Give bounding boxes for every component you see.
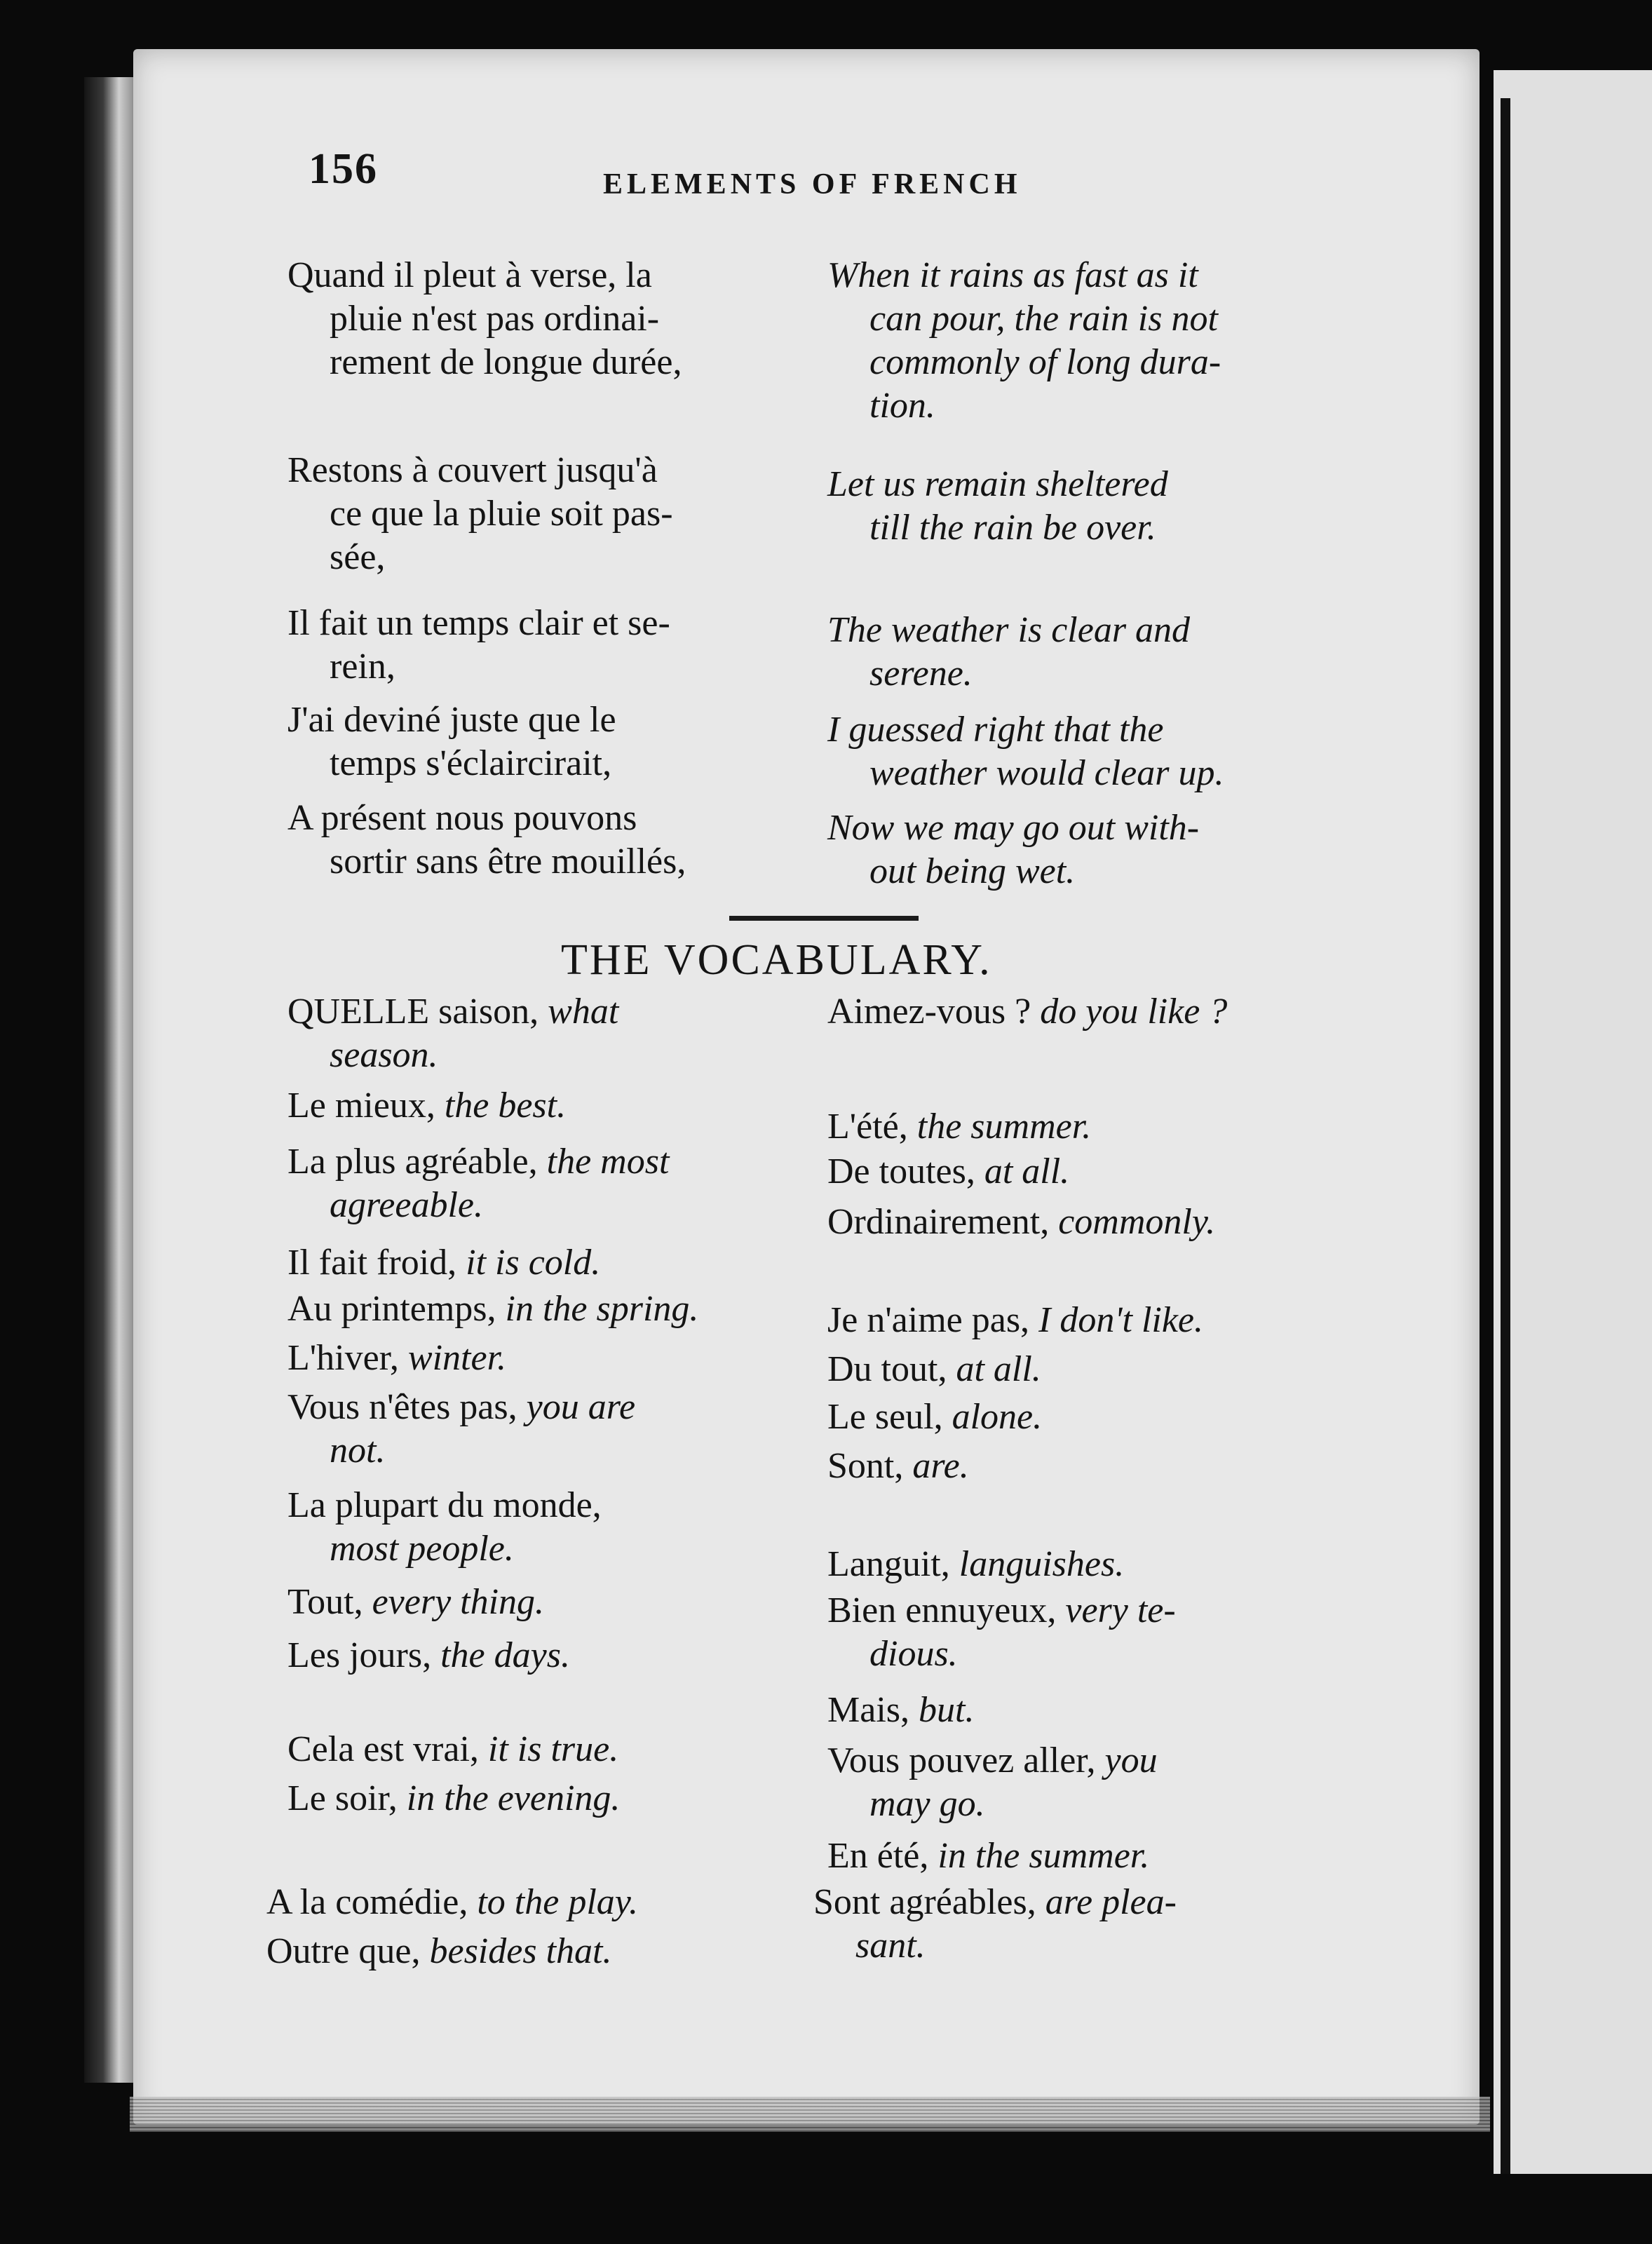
vocab-left-11 bbox=[287, 1728, 618, 1771]
vocab-fr: Les jours, bbox=[287, 1635, 432, 1675]
vocab-right-1 bbox=[827, 990, 1227, 1034]
vocab-left-2 bbox=[287, 1084, 566, 1128]
vocab-fr: L'hiver, bbox=[287, 1338, 399, 1378]
vocab-fr: Cela est vrai, bbox=[287, 1729, 479, 1769]
vocab-en: in the summer. bbox=[937, 1836, 1150, 1876]
vocab-right-9 bbox=[827, 1543, 1124, 1586]
vocab-en: you are bbox=[526, 1387, 636, 1427]
dialogue-en-4 bbox=[827, 708, 1388, 795]
vocab-fr: Le seul, bbox=[827, 1397, 943, 1437]
vocab-fr: QUELLE saison, bbox=[287, 992, 539, 1032]
dialogue-line: rein, bbox=[330, 647, 395, 687]
vocab-left-9 bbox=[287, 1581, 544, 1624]
dialogue-line: Quand il pleut à verse, la bbox=[287, 255, 652, 295]
dialogue-line: J'ai deviné juste que le bbox=[287, 700, 616, 740]
vocab-right-4 bbox=[827, 1201, 1215, 1244]
vocab-en: every thing. bbox=[372, 1582, 545, 1622]
vocab-fr: Le soir, bbox=[287, 1778, 398, 1818]
page-number: 156 bbox=[309, 145, 378, 193]
dialogue-line: serene. bbox=[869, 654, 973, 694]
section-divider bbox=[729, 916, 919, 921]
vocab-right-2 bbox=[827, 1105, 1091, 1149]
dialogue-line: I guessed right that the bbox=[827, 710, 1164, 750]
vocab-right-6 bbox=[827, 1348, 1041, 1391]
vocab-left-13 bbox=[266, 1881, 638, 1924]
dialogue-line: commonly of long dura- bbox=[869, 342, 1221, 382]
dialogue-line: weather would clear up. bbox=[869, 753, 1224, 793]
vocab-en: do you like ? bbox=[1040, 992, 1228, 1032]
dialogue-line: sortir sans être mouillés, bbox=[330, 842, 686, 881]
dialogue-line: can pour, the rain is not bbox=[869, 299, 1218, 339]
vocab-fr: Outre que, bbox=[266, 1931, 421, 1971]
vocab-en: what bbox=[548, 992, 619, 1032]
vocab-en: the summer. bbox=[916, 1107, 1092, 1147]
vocab-en: at all. bbox=[984, 1151, 1070, 1191]
vocab-fr: Vous pouvez aller, bbox=[827, 1741, 1096, 1780]
vocab-fr: Vous n'êtes pas, bbox=[287, 1387, 517, 1427]
vocab-en: are plea- bbox=[1045, 1882, 1177, 1922]
vocab-en: languishes. bbox=[959, 1544, 1125, 1584]
vocab-fr: Je n'aime pas, bbox=[827, 1300, 1030, 1340]
vocab-fr: Sont agréables, bbox=[813, 1882, 1036, 1922]
vocab-en: at all. bbox=[956, 1349, 1041, 1389]
vocab-fr: Du tout, bbox=[827, 1349, 947, 1389]
dialogue-line: Il fait un temps clair et se- bbox=[287, 603, 670, 643]
dialogue-fr-3 bbox=[287, 602, 820, 689]
vocab-en: alone. bbox=[952, 1397, 1043, 1437]
dialogue-line: rement de longue durée, bbox=[330, 342, 682, 382]
dialogue-fr-5 bbox=[287, 797, 820, 884]
vocab-en: it is cold. bbox=[466, 1243, 601, 1283]
vocab-right-14 bbox=[813, 1881, 1177, 1968]
vocab-fr: Au printemps, bbox=[287, 1289, 496, 1329]
running-title: ELEMENTS OF FRENCH bbox=[603, 168, 1022, 201]
dialogue-line: temps s'éclaircirait, bbox=[330, 743, 612, 783]
vocab-fr: La plus agréable, bbox=[287, 1142, 538, 1182]
vocab-en: commonly. bbox=[1058, 1202, 1216, 1242]
dialogue-line: When it rains as fast as it bbox=[827, 255, 1198, 295]
dialogue-line: ce que la pluie soit pas- bbox=[330, 494, 673, 534]
vocab-en: you bbox=[1104, 1741, 1158, 1780]
vocab-en: the most bbox=[546, 1142, 670, 1182]
dialogue-en-5 bbox=[827, 806, 1388, 893]
dialogue-line: The weather is clear and bbox=[827, 610, 1191, 650]
dialogue-line: till the rain be over. bbox=[869, 508, 1156, 548]
vocab-right-7 bbox=[827, 1395, 1042, 1439]
facing-page-edge bbox=[1494, 70, 1652, 2174]
dialogue-line: Let us remain sheltered bbox=[827, 464, 1168, 504]
vocab-right-10 bbox=[827, 1589, 1176, 1676]
vocab-en: besides that. bbox=[429, 1931, 612, 1971]
vocab-right-8 bbox=[827, 1445, 969, 1488]
dialogue-fr-2 bbox=[287, 449, 820, 579]
vocab-en-cont: dious. bbox=[869, 1634, 958, 1674]
dialogue-line: tion. bbox=[869, 386, 935, 426]
vocab-fr: Il fait froid, bbox=[287, 1243, 457, 1283]
vocab-fr: La plupart du monde, bbox=[287, 1485, 602, 1525]
vocabulary-title: THE VOCABULARY. bbox=[561, 936, 992, 984]
vocab-right-3 bbox=[827, 1150, 1069, 1194]
vocab-en: in the evening. bbox=[406, 1778, 621, 1818]
page-edge-stack bbox=[130, 2097, 1490, 2132]
vocab-fr: L'été, bbox=[827, 1107, 908, 1147]
vocab-en: the best. bbox=[444, 1086, 567, 1126]
vocab-left-8 bbox=[287, 1484, 602, 1571]
vocab-left-7 bbox=[287, 1386, 635, 1473]
vocab-fr: Mais, bbox=[827, 1690, 909, 1730]
vocab-left-4 bbox=[287, 1241, 600, 1285]
vocab-fr: Bien ennuyeux, bbox=[827, 1590, 1057, 1630]
vocab-left-10 bbox=[287, 1634, 570, 1677]
vocab-en: it is true. bbox=[487, 1729, 619, 1769]
vocab-en: very te- bbox=[1065, 1590, 1176, 1630]
vocab-en: the days. bbox=[440, 1635, 570, 1675]
vocab-left-3 bbox=[287, 1140, 669, 1227]
dialogue-line: pluie n'est pas ordinai- bbox=[330, 299, 660, 339]
vocab-fr: Tout, bbox=[287, 1582, 363, 1622]
dialogue-line: sée, bbox=[330, 537, 386, 577]
vocab-left-6 bbox=[287, 1337, 506, 1380]
vocab-en: to the play. bbox=[477, 1882, 638, 1922]
dialogue-line: Restons à couvert jusqu'à bbox=[287, 450, 658, 490]
vocab-right-11 bbox=[827, 1689, 974, 1732]
dialogue-line: Now we may go out with- bbox=[827, 808, 1200, 848]
vocab-left-5 bbox=[287, 1287, 698, 1331]
vocab-left-1 bbox=[287, 990, 618, 1077]
facing-page-rule bbox=[1501, 98, 1510, 2174]
vocab-fr: Aimez-vous ? bbox=[827, 992, 1031, 1032]
dialogue-fr-4 bbox=[287, 698, 820, 785]
vocab-en: in the spring. bbox=[505, 1289, 699, 1329]
vocab-fr: Le mieux, bbox=[287, 1086, 435, 1126]
dialogue-line: A présent nous pouvons bbox=[287, 798, 637, 838]
vocab-fr: A la comédie, bbox=[266, 1882, 468, 1922]
vocab-en-cont: not. bbox=[330, 1431, 386, 1471]
vocab-en: are. bbox=[912, 1446, 969, 1486]
vocab-en: but. bbox=[919, 1690, 975, 1730]
vocab-en: winter. bbox=[407, 1338, 507, 1378]
dialogue-line: out being wet. bbox=[869, 851, 1076, 891]
vocab-en-cont: most people. bbox=[330, 1529, 514, 1569]
dialogue-en-2 bbox=[827, 463, 1388, 550]
vocab-en-cont: may go. bbox=[869, 1784, 985, 1824]
vocab-en-cont: agreeable. bbox=[330, 1185, 483, 1225]
page-header bbox=[309, 147, 1360, 210]
vocab-fr: De toutes, bbox=[827, 1151, 975, 1191]
vocab-fr: Sont, bbox=[827, 1446, 904, 1486]
vocab-left-12 bbox=[287, 1777, 620, 1820]
dialogue-fr-1 bbox=[287, 254, 820, 384]
vocab-right-12 bbox=[827, 1739, 1158, 1826]
vocab-fr: Languit, bbox=[827, 1544, 950, 1584]
vocab-left-14 bbox=[266, 1930, 611, 1973]
vocab-en-cont: sant. bbox=[855, 1926, 926, 1966]
vocab-fr: En été, bbox=[827, 1836, 929, 1876]
dialogue-en-1 bbox=[827, 254, 1388, 428]
vocab-right-13 bbox=[827, 1834, 1149, 1878]
vocab-en-cont: season. bbox=[330, 1035, 438, 1075]
vocab-fr: Ordinairement, bbox=[827, 1202, 1050, 1242]
dialogue-en-3 bbox=[827, 609, 1388, 696]
vocab-en: I don't like. bbox=[1038, 1300, 1204, 1340]
vocab-right-5 bbox=[827, 1299, 1203, 1342]
